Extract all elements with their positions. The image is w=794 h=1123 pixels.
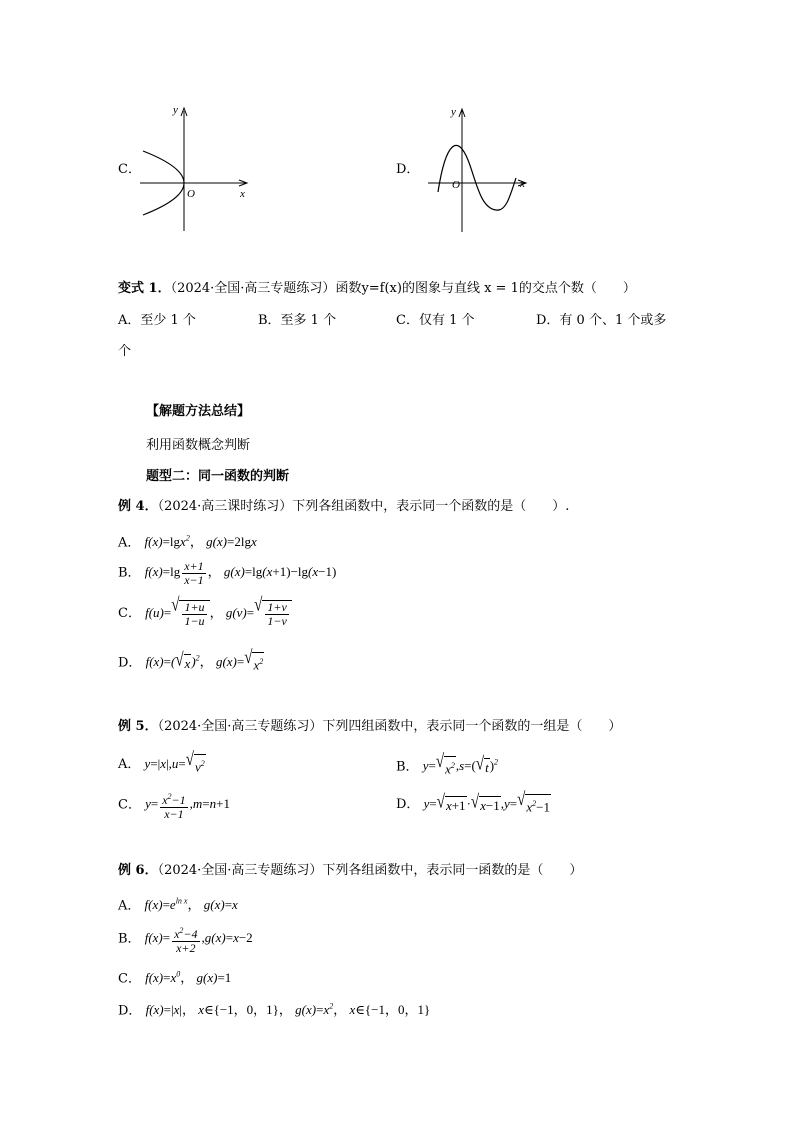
origin-label: O xyxy=(187,188,195,200)
x-axis-label: x xyxy=(240,188,245,200)
ex5-title: 例 5． xyxy=(118,719,158,734)
ex4-d-label: D． xyxy=(118,655,142,671)
ex6-option-d xyxy=(118,998,430,1020)
ex5-b-label: B． xyxy=(396,759,419,775)
ex5-question xyxy=(118,718,621,736)
ex5-option-a xyxy=(118,749,206,776)
graph-d xyxy=(418,100,533,235)
ex4-option-d xyxy=(118,650,264,675)
ex6-c-formula: $f(x)=x^0$， g(x)=1 xyxy=(145,970,232,986)
ex5-option-c xyxy=(118,790,230,821)
ex6-b-label: B． xyxy=(118,931,141,947)
ex6-option-c xyxy=(118,966,231,988)
cubic-curve xyxy=(438,145,516,210)
origin-label: O xyxy=(452,179,460,191)
ex4-option-a xyxy=(118,530,257,552)
ex4-c-formula: f(u)= √ $\frac{1+u}{1-u}$ ， g(v)= √ $\frac{1+v}{1-v}$ xyxy=(145,605,292,620)
ex5-b-formula: y= √ $x^2$ ,s=( √ t )$^2$ xyxy=(422,752,499,777)
ex6-option-a xyxy=(118,893,238,915)
ex6-d-formula: f(x)=|x|， x∈{−1，0，1}， $g(x)=x^2$， x∈{−1，0，1} xyxy=(145,1002,431,1018)
variant1-text: 函数y=f(x)的图象与直线 x = 1的交点个数（ ） xyxy=(335,281,636,296)
y-axis-label: y xyxy=(451,106,456,118)
summary-heading: 【解题方法总结】 xyxy=(146,404,251,419)
ex4-option-b xyxy=(118,560,336,587)
ex5-option-d xyxy=(396,789,551,816)
variant1-source: （2024·全国·高三专题练习） xyxy=(170,281,336,296)
ex5-c-formula: y= $\frac{x^2-1}{x-1}$ ,m=n+1 xyxy=(145,792,230,821)
option-c-label: C． xyxy=(118,162,141,177)
ex5-a-formula: y=|x|,u= √ $v^2$ xyxy=(144,749,205,775)
ex4-stem: （2024·高三课时练习）下列各组函数中，表示同一个函数的是（ ）. xyxy=(157,499,570,514)
option-d-label: D． xyxy=(396,162,420,177)
variant1-option-d-cont: 个 xyxy=(118,344,132,359)
ex4-d-formula: f(x)=( √ x )$^2$， g(x)= √ $x^2$ xyxy=(145,648,264,673)
ex5-d-formula: y= √ x+1 · √ x−1 ,y= √ $x^2-1$ xyxy=(423,789,550,815)
ex6-question xyxy=(118,862,582,880)
ex6-stem: （2024·全国·高三专题练习）下列各组函数中，表示同一函数的是（ ） xyxy=(157,863,583,878)
type2-title: 题型二：同一函数的判断 xyxy=(146,469,290,484)
x-axis-label: x xyxy=(520,178,525,190)
ex6-c-label: C． xyxy=(118,971,141,987)
variant1-option-d: D．有 0 个、1 个或多 xyxy=(536,313,667,328)
ex6-b-formula: f(x)= $\frac{x^2-4}{x+2}$ ,g(x)=x−2 xyxy=(144,926,253,955)
variant1-option-a: A．至少 1 个 xyxy=(118,313,196,328)
ex5-d-label: D． xyxy=(396,797,420,813)
ex6-d-label: D． xyxy=(118,1003,142,1019)
ex4-c-label: C． xyxy=(118,605,141,621)
graph-c xyxy=(135,103,255,233)
ex4-title: 例 4． xyxy=(118,499,158,514)
ex5-a-label: A． xyxy=(118,757,141,773)
summary-body: 利用函数概念判断 xyxy=(146,438,251,453)
ex6-a-label: A． xyxy=(118,898,141,914)
variant1-option-c: C．仅有 1 个 xyxy=(396,313,475,328)
ex4-a-formula: f(x)=lgx$^2$， g(x)=2lgx xyxy=(144,534,257,550)
variant1-title: 变式 1． xyxy=(118,281,171,296)
ex6-a-formula: $f(x)=e^{ln x}$， g(x)=x xyxy=(144,897,238,913)
ex4-b-formula: f(x)=lg $\frac{x+1}{x-1}$ ， g(x)=lg(x+1)−lg(x−1) xyxy=(144,559,337,587)
ex4-a-label: A． xyxy=(118,535,141,551)
ex4-b-label: B． xyxy=(118,565,141,581)
ex4-option-c xyxy=(118,595,292,628)
ex6-option-b xyxy=(118,924,253,955)
variant1-question xyxy=(118,280,636,298)
ex6-title: 例 6． xyxy=(118,863,158,878)
variant1-option-b: B．至多 1 个 xyxy=(258,313,337,328)
ex5-stem: （2024·全国·高三专题练习）下列四组函数中，表示同一个函数的一组是（ ） xyxy=(157,719,622,734)
ex5-c-label: C． xyxy=(118,797,141,813)
ex4-question xyxy=(118,498,569,516)
ex5-option-b xyxy=(396,754,498,779)
y-axis-label: y xyxy=(173,104,178,116)
